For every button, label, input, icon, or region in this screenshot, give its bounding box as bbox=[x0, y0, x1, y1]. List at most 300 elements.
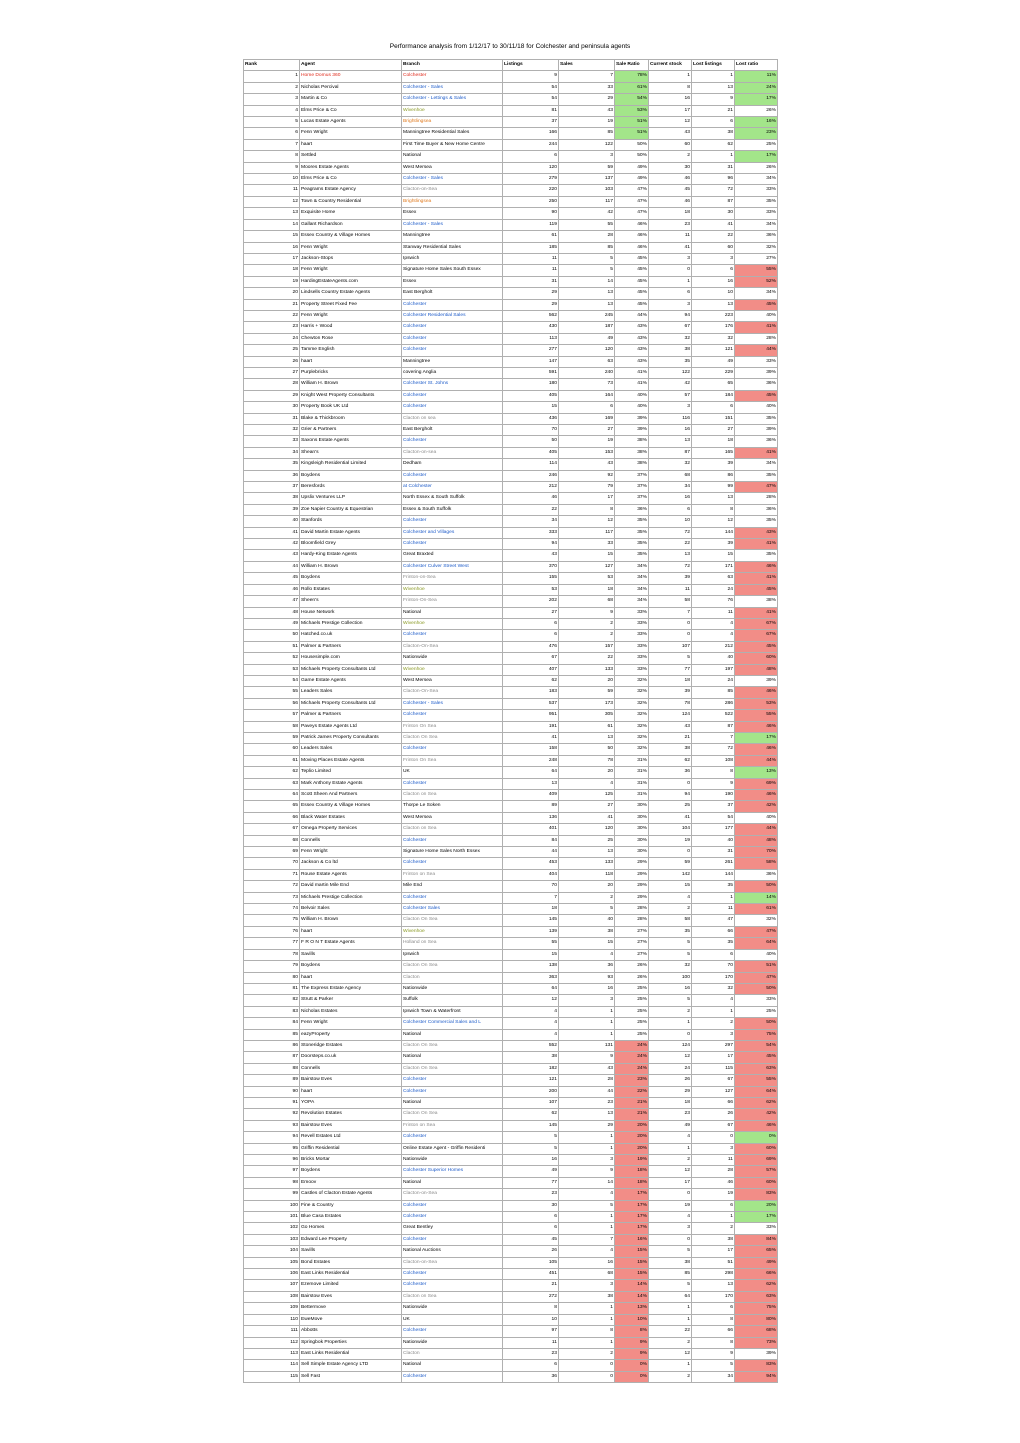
cell-sales: 120 bbox=[559, 345, 615, 356]
cell-branch[interactable]: Colchester St. Johns bbox=[402, 379, 503, 390]
cell-current-stock: 6 bbox=[649, 288, 692, 299]
cell-sale-ratio: 21% bbox=[615, 1109, 649, 1120]
table-row bbox=[244, 1155, 778, 1166]
cell-branch[interactable]: Colchester and Villages bbox=[402, 527, 503, 538]
table-row bbox=[244, 299, 778, 310]
cell-branch[interactable]: Colchester bbox=[402, 630, 503, 641]
cell-current-stock: 0 bbox=[649, 847, 692, 858]
cell-rank: 25 bbox=[244, 345, 300, 356]
cell-rank: 67 bbox=[244, 824, 300, 835]
cell-lost-listings: 12 bbox=[692, 516, 735, 527]
cell-branch[interactable]: Frinton-on-Sea bbox=[402, 573, 503, 584]
cell-sales: 40 bbox=[559, 915, 615, 926]
table-row bbox=[244, 1006, 778, 1017]
cell-sale-ratio: 27% bbox=[615, 926, 649, 937]
cell-sales: 68 bbox=[559, 596, 615, 607]
cell-agent: Exquisite Home bbox=[300, 208, 402, 219]
cell-rank: 42 bbox=[244, 539, 300, 550]
cell-branch[interactable]: Colchester bbox=[402, 470, 503, 481]
cell-branch[interactable]: Colchester bbox=[402, 858, 503, 869]
cell-current-stock: 7 bbox=[649, 607, 692, 618]
cell-sales: 20 bbox=[559, 767, 615, 778]
cell-branch[interactable]: at Colchester bbox=[402, 482, 503, 493]
cell-lost-ratio: 69% bbox=[735, 1155, 778, 1166]
cell-lost-ratio: 26% bbox=[735, 105, 778, 116]
cell-branch[interactable]: Colchester Sales bbox=[402, 904, 503, 915]
table-row bbox=[244, 710, 778, 721]
cell-agent: Rouse Estate Agents bbox=[300, 869, 402, 880]
cell-sales: 78 bbox=[559, 755, 615, 766]
cell-rank: 14 bbox=[244, 219, 300, 230]
cell-branch[interactable]: Wivenhoe bbox=[402, 926, 503, 937]
cell-listings: 97 bbox=[503, 1326, 559, 1337]
cell-sale-ratio: 16% bbox=[615, 1234, 649, 1245]
cell-agent: Upslix Ventures LLP bbox=[300, 493, 402, 504]
cell-sale-ratio: 47% bbox=[615, 208, 649, 219]
cell-lost-listings: 16 bbox=[692, 276, 735, 287]
cell-sale-ratio: 9% bbox=[615, 1348, 649, 1359]
cell-branch[interactable]: Clacton-on-Sea bbox=[402, 185, 503, 196]
cell-sale-ratio: 44% bbox=[615, 310, 649, 321]
cell-agent: Tamme English bbox=[300, 345, 402, 356]
cell-sale-ratio: 39% bbox=[615, 413, 649, 424]
table-row bbox=[244, 219, 778, 230]
cell-agent: Purplebricks bbox=[300, 367, 402, 378]
cell-lost-ratio: 33% bbox=[735, 356, 778, 367]
cell-current-stock: 23 bbox=[649, 1109, 692, 1120]
table-row bbox=[244, 1223, 778, 1234]
cell-branch[interactable]: Colchester - Lettings & Sales bbox=[402, 94, 503, 105]
cell-current-stock: 5 bbox=[649, 653, 692, 664]
cell-listings: 38 bbox=[503, 1052, 559, 1063]
cell-lost-ratio: 40% bbox=[735, 812, 778, 823]
cell-agent: Palmer & Partners bbox=[300, 641, 402, 652]
cell-branch[interactable]: Colchester bbox=[402, 71, 503, 82]
cell-branch[interactable]: Clacton On Sea bbox=[402, 1063, 503, 1074]
cell-rank: 36 bbox=[244, 470, 300, 481]
header-agent: Agent bbox=[300, 60, 402, 71]
cell-listings: 64 bbox=[503, 767, 559, 778]
cell-sales: 4 bbox=[559, 778, 615, 789]
cell-branch[interactable]: Colchester bbox=[402, 835, 503, 846]
cell-listings: 333 bbox=[503, 527, 559, 538]
cell-agent: Zoe Napier Country & Equestrian bbox=[300, 504, 402, 515]
cell-sales: 16 bbox=[559, 983, 615, 994]
cell-lost-ratio: 34% bbox=[735, 174, 778, 185]
cell-branch[interactable]: Colchester bbox=[402, 1371, 503, 1382]
cell-rank: 74 bbox=[244, 904, 300, 915]
cell-rank: 102 bbox=[244, 1223, 300, 1234]
cell-listings: 81 bbox=[503, 105, 559, 116]
cell-sales: 7 bbox=[559, 71, 615, 82]
cell-lost-ratio: 42% bbox=[735, 801, 778, 812]
table-row bbox=[244, 71, 778, 82]
cell-branch[interactable]: Clacton on Sea bbox=[402, 824, 503, 835]
table-row bbox=[244, 1143, 778, 1154]
cell-agent: David Martin Estate Agents bbox=[300, 527, 402, 538]
table-row bbox=[244, 94, 778, 105]
cell-branch[interactable]: Colchester bbox=[402, 390, 503, 401]
cell-branch[interactable]: Colchester bbox=[402, 744, 503, 755]
table-row bbox=[244, 310, 778, 321]
cell-agent: Savills bbox=[300, 1246, 402, 1257]
cell-branch: Online Estate Agent - Griffin Residenti bbox=[402, 1143, 503, 1154]
cell-sales: 1 bbox=[559, 1006, 615, 1017]
cell-lost-ratio: 45% bbox=[735, 299, 778, 310]
cell-branch[interactable]: Colchester bbox=[402, 1269, 503, 1280]
cell-branch[interactable]: Clacton on sea bbox=[402, 413, 503, 424]
cell-listings: 453 bbox=[503, 858, 559, 869]
table-row bbox=[244, 1234, 778, 1245]
cell-branch[interactable]: Clacton-on-Sea bbox=[402, 1189, 503, 1200]
cell-sales: 2 bbox=[559, 1348, 615, 1359]
cell-rank: 88 bbox=[244, 1063, 300, 1074]
cell-branch[interactable]: Colchester - Sales bbox=[402, 698, 503, 709]
cell-sales: 7 bbox=[559, 1234, 615, 1245]
cell-lost-listings: 30 bbox=[692, 208, 735, 219]
cell-lost-listings: 17 bbox=[692, 1246, 735, 1257]
cell-agent: haart bbox=[300, 972, 402, 983]
cell-agent: Blue Casa Estates bbox=[300, 1212, 402, 1223]
table-row bbox=[244, 778, 778, 789]
table-row bbox=[244, 607, 778, 618]
cell-listings: 476 bbox=[503, 641, 559, 652]
cell-lost-listings: 35 bbox=[692, 938, 735, 949]
cell-sale-ratio: 45% bbox=[615, 253, 649, 264]
cell-current-stock: 43 bbox=[649, 128, 692, 139]
cell-sale-ratio: 43% bbox=[615, 356, 649, 367]
cell-lost-ratio: 52% bbox=[735, 276, 778, 287]
table-row bbox=[244, 516, 778, 527]
cell-sales: 27 bbox=[559, 425, 615, 436]
cell-branch[interactable]: Clacton On Sea bbox=[402, 1040, 503, 1051]
cell-lost-listings: 7 bbox=[692, 732, 735, 743]
cell-branch[interactable]: Frinton on Sea bbox=[402, 1120, 503, 1131]
cell-sales: 50 bbox=[559, 744, 615, 755]
cell-lost-ratio: 41% bbox=[735, 447, 778, 458]
cell-branch[interactable]: Colchester Culver Street West bbox=[402, 561, 503, 572]
cell-branch[interactable]: Colchester bbox=[402, 1075, 503, 1086]
cell-branch[interactable]: Clacton-on-sea bbox=[402, 447, 503, 458]
table-row bbox=[244, 1189, 778, 1200]
cell-branch[interactable]: Colchester bbox=[402, 299, 503, 310]
cell-branch[interactable]: Colchester bbox=[402, 1326, 503, 1337]
cell-lost-listings: 72 bbox=[692, 185, 735, 196]
table-row bbox=[244, 539, 778, 550]
table-row bbox=[244, 732, 778, 743]
cell-listings: 562 bbox=[503, 310, 559, 321]
cell-sale-ratio: 40% bbox=[615, 402, 649, 413]
cell-current-stock: 116 bbox=[649, 413, 692, 424]
table-row bbox=[244, 1052, 778, 1063]
cell-branch[interactable]: Colchester bbox=[402, 1132, 503, 1143]
cell-branch[interactable]: Clacton On Sea bbox=[402, 732, 503, 743]
cell-lost-listings: 8 bbox=[692, 767, 735, 778]
cell-rank: 62 bbox=[244, 767, 300, 778]
cell-lost-ratio: 60% bbox=[735, 653, 778, 664]
cell-lost-listings: 4 bbox=[692, 630, 735, 641]
cell-lost-listings: 21 bbox=[692, 105, 735, 116]
cell-lost-listings: 197 bbox=[692, 664, 735, 675]
cell-lost-ratio: 47% bbox=[735, 972, 778, 983]
cell-listings: 6 bbox=[503, 618, 559, 629]
cell-branch[interactable]: Colchester Superior Homes bbox=[402, 1166, 503, 1177]
cell-rank: 21 bbox=[244, 299, 300, 310]
cell-branch: Ipswich bbox=[402, 253, 503, 264]
cell-branch[interactable]: Clacton bbox=[402, 1348, 503, 1359]
cell-sales: 2 bbox=[559, 630, 615, 641]
cell-branch[interactable]: Colchester bbox=[402, 322, 503, 333]
cell-rank: 76 bbox=[244, 926, 300, 937]
cell-rank: 58 bbox=[244, 721, 300, 732]
cell-agent: Sell Fast bbox=[300, 1371, 402, 1382]
cell-branch[interactable]: Frinton-On-Sea bbox=[402, 596, 503, 607]
table-row bbox=[244, 413, 778, 424]
cell-branch[interactable]: Wivenhoe bbox=[402, 584, 503, 595]
cell-current-stock: 19 bbox=[649, 1200, 692, 1211]
cell-rank: 100 bbox=[244, 1200, 300, 1211]
cell-branch[interactable]: Colchester bbox=[402, 1234, 503, 1245]
cell-branch[interactable]: Colchester bbox=[402, 1280, 503, 1291]
cell-rank: 48 bbox=[244, 607, 300, 618]
cell-listings: 70 bbox=[503, 425, 559, 436]
cell-rank: 22 bbox=[244, 310, 300, 321]
cell-lost-listings: 17 bbox=[692, 1052, 735, 1063]
cell-lost-listings: 1 bbox=[692, 892, 735, 903]
table-row bbox=[244, 767, 778, 778]
cell-sale-ratio: 33% bbox=[615, 630, 649, 641]
cell-current-stock: 32 bbox=[649, 961, 692, 972]
cell-lost-ratio: 33% bbox=[735, 208, 778, 219]
cell-lost-ratio: 83% bbox=[735, 1360, 778, 1371]
cell-lost-listings: 39 bbox=[692, 539, 735, 550]
cell-agent: Nicholas Percival bbox=[300, 82, 402, 93]
cell-lost-listings: 522 bbox=[692, 710, 735, 721]
cell-agent: Saxons Estate Agents bbox=[300, 436, 402, 447]
table-row bbox=[244, 1018, 778, 1029]
cell-listings: 77 bbox=[503, 1177, 559, 1188]
cell-sales: 19 bbox=[559, 117, 615, 128]
cell-branch[interactable]: Frinton on Sea bbox=[402, 869, 503, 880]
cell-listings: 185 bbox=[503, 242, 559, 253]
cell-sale-ratio: 46% bbox=[615, 219, 649, 230]
cell-branch[interactable]: Colchester bbox=[402, 333, 503, 344]
cell-branch[interactable]: Clacton bbox=[402, 972, 503, 983]
cell-sale-ratio: 35% bbox=[615, 527, 649, 538]
cell-branch[interactable]: Colchester bbox=[402, 539, 503, 550]
cell-agent: Elms Price & Co bbox=[300, 174, 402, 185]
cell-sale-ratio: 27% bbox=[615, 938, 649, 949]
cell-branch[interactable]: Colchester bbox=[402, 778, 503, 789]
cell-branch[interactable]: Colchester bbox=[402, 710, 503, 721]
cell-listings: 537 bbox=[503, 698, 559, 709]
table-row bbox=[244, 288, 778, 299]
cell-lost-ratio: 62% bbox=[735, 1097, 778, 1108]
cell-agent: Sell Simple Estate Agency LTD bbox=[300, 1360, 402, 1371]
cell-sales: 1 bbox=[559, 1018, 615, 1029]
cell-lost-ratio: 45% bbox=[735, 1052, 778, 1063]
cell-lost-ratio: 40% bbox=[735, 310, 778, 321]
cell-current-stock: 6 bbox=[649, 504, 692, 515]
cell-lost-ratio: 41% bbox=[735, 539, 778, 550]
cell-lost-ratio: 36% bbox=[735, 379, 778, 390]
cell-sale-ratio: 30% bbox=[615, 812, 649, 823]
cell-branch[interactable]: Wivenhoe bbox=[402, 664, 503, 675]
cell-current-stock: 5 bbox=[649, 949, 692, 960]
cell-current-stock: 3 bbox=[649, 1223, 692, 1234]
cell-sale-ratio: 45% bbox=[615, 299, 649, 310]
cell-sales: 28 bbox=[559, 1075, 615, 1086]
cell-sale-ratio: 30% bbox=[615, 801, 649, 812]
cell-agent: Go Homes bbox=[300, 1223, 402, 1234]
cell-branch[interactable]: Colchester bbox=[402, 436, 503, 447]
cell-branch[interactable]: Clacton-on-Sea bbox=[402, 1257, 503, 1268]
cell-lost-listings: 144 bbox=[692, 869, 735, 880]
cell-sales: 18 bbox=[559, 584, 615, 595]
cell-lost-listings: 9 bbox=[692, 94, 735, 105]
cell-current-stock: 5 bbox=[649, 995, 692, 1006]
cell-lost-listings: 6 bbox=[692, 402, 735, 413]
cell-rank: 72 bbox=[244, 881, 300, 892]
cell-lost-ratio: 34% bbox=[735, 459, 778, 470]
cell-rank: 55 bbox=[244, 687, 300, 698]
cell-lost-ratio: 35% bbox=[735, 550, 778, 561]
cell-rank: 93 bbox=[244, 1120, 300, 1131]
cell-sale-ratio: 41% bbox=[615, 379, 649, 390]
cell-agent: Town & Country Residential bbox=[300, 196, 402, 207]
cell-lost-listings: 9 bbox=[692, 778, 735, 789]
cell-branch[interactable]: Clacton on Sea bbox=[402, 790, 503, 801]
cell-lost-ratio: 75% bbox=[735, 1029, 778, 1040]
cell-sales: 23 bbox=[559, 1097, 615, 1108]
cell-rank: 37 bbox=[244, 482, 300, 493]
cell-listings: 29 bbox=[503, 299, 559, 310]
cell-rank: 97 bbox=[244, 1166, 300, 1177]
table-row bbox=[244, 596, 778, 607]
cell-agent: East Links Residential bbox=[300, 1348, 402, 1359]
cell-lost-ratio: 17% bbox=[735, 1212, 778, 1223]
cell-branch: Thorpe Le Soken bbox=[402, 801, 503, 812]
cell-branch[interactable]: Clacton On Sea bbox=[402, 1109, 503, 1120]
cell-branch[interactable]: Clacton-On-Sea bbox=[402, 687, 503, 698]
cell-current-stock: 1 bbox=[649, 1143, 692, 1154]
cell-branch[interactable]: Colchester Commercial Sales and L bbox=[402, 1018, 503, 1029]
cell-current-stock: 16 bbox=[649, 425, 692, 436]
cell-branch[interactable]: Colchester bbox=[402, 345, 503, 356]
cell-agent: Settled bbox=[300, 151, 402, 162]
cell-current-stock: 85 bbox=[649, 1269, 692, 1280]
cell-branch[interactable]: Wivenhoe bbox=[402, 618, 503, 629]
cell-lost-ratio: 0% bbox=[735, 1132, 778, 1143]
cell-lost-listings: 51 bbox=[692, 1257, 735, 1268]
cell-branch[interactable]: Colchester - Sales bbox=[402, 219, 503, 230]
cell-current-stock: 1 bbox=[649, 1018, 692, 1029]
cell-listings: 50 bbox=[503, 436, 559, 447]
cell-sales: 92 bbox=[559, 470, 615, 481]
cell-current-stock: 1 bbox=[649, 1314, 692, 1325]
cell-rank: 101 bbox=[244, 1212, 300, 1223]
cell-rank: 112 bbox=[244, 1337, 300, 1348]
table-row bbox=[244, 333, 778, 344]
cell-lost-listings: 11 bbox=[692, 607, 735, 618]
table-row bbox=[244, 744, 778, 755]
cell-branch[interactable]: Colchester bbox=[402, 1086, 503, 1097]
cell-sale-ratio: 28% bbox=[615, 915, 649, 926]
cell-branch[interactable]: Clacton-On-Sea bbox=[402, 641, 503, 652]
cell-branch[interactable]: Clacton On Sea bbox=[402, 915, 503, 926]
cell-lost-ratio: 44% bbox=[735, 824, 778, 835]
cell-current-stock: 94 bbox=[649, 790, 692, 801]
cell-listings: 250 bbox=[503, 196, 559, 207]
cell-branch[interactable]: Colchester bbox=[402, 1200, 503, 1211]
cell-sales: 15 bbox=[559, 938, 615, 949]
cell-branch[interactable]: Colchester bbox=[402, 516, 503, 527]
cell-listings: 16 bbox=[503, 1155, 559, 1166]
cell-current-stock: 67 bbox=[649, 322, 692, 333]
performance-table bbox=[243, 59, 778, 1383]
cell-agent: David martin Mile End bbox=[300, 881, 402, 892]
cell-sale-ratio: 32% bbox=[615, 744, 649, 755]
cell-lost-listings: 38 bbox=[692, 128, 735, 139]
cell-branch: Ipswich Town & Waterfront bbox=[402, 1006, 503, 1017]
cell-rank: 10 bbox=[244, 174, 300, 185]
cell-sales: 157 bbox=[559, 641, 615, 652]
cell-lost-ratio: 41% bbox=[735, 573, 778, 584]
header-lost-ratio: Lost ratio bbox=[735, 60, 778, 71]
cell-branch[interactable]: Frinton On Sea bbox=[402, 755, 503, 766]
cell-rank: 27 bbox=[244, 367, 300, 378]
cell-sale-ratio: 25% bbox=[615, 1006, 649, 1017]
cell-sales: 53 bbox=[559, 573, 615, 584]
cell-branch[interactable]: Frinton On Sea bbox=[402, 721, 503, 732]
cell-sale-ratio: 31% bbox=[615, 755, 649, 766]
cell-listings: 409 bbox=[503, 790, 559, 801]
cell-branch[interactable]: Colchester bbox=[402, 402, 503, 413]
table-body bbox=[244, 71, 778, 1383]
cell-branch[interactable]: Colchester - Sales bbox=[402, 174, 503, 185]
cell-current-stock: 4 bbox=[649, 892, 692, 903]
cell-agent: haart bbox=[300, 139, 402, 150]
cell-branch[interactable]: Colchester - Sales bbox=[402, 82, 503, 93]
table-row bbox=[244, 721, 778, 732]
cell-branch[interactable]: Holland on Sea bbox=[402, 938, 503, 949]
cell-rank: 24 bbox=[244, 333, 300, 344]
cell-current-stock: 2 bbox=[649, 1006, 692, 1017]
cell-listings: 200 bbox=[503, 1086, 559, 1097]
cell-sale-ratio: 30% bbox=[615, 835, 649, 846]
cell-listings: 45 bbox=[503, 1234, 559, 1245]
cell-branch[interactable]: Wivenhoe bbox=[402, 105, 503, 116]
table-row bbox=[244, 1303, 778, 1314]
cell-sale-ratio: 40% bbox=[615, 390, 649, 401]
cell-branch[interactable]: Colchester bbox=[402, 892, 503, 903]
cell-branch: National bbox=[402, 1029, 503, 1040]
cell-lost-listings: 9 bbox=[692, 1348, 735, 1359]
cell-current-stock: 78 bbox=[649, 698, 692, 709]
cell-branch[interactable]: Colchester Residential Sales bbox=[402, 310, 503, 321]
cell-branch[interactable]: Brightlingsea bbox=[402, 117, 503, 128]
cell-sale-ratio: 15% bbox=[615, 1257, 649, 1268]
cell-branch[interactable]: Clacton On Sea bbox=[402, 961, 503, 972]
cell-current-stock: 122 bbox=[649, 367, 692, 378]
cell-lost-listings: 10 bbox=[692, 288, 735, 299]
cell-lost-ratio: 44% bbox=[735, 345, 778, 356]
cell-branch[interactable]: Clacton on Sea bbox=[402, 1291, 503, 1302]
cell-lost-ratio: 13% bbox=[735, 767, 778, 778]
cell-rank: 63 bbox=[244, 778, 300, 789]
cell-branch[interactable]: Brightlingsea bbox=[402, 196, 503, 207]
cell-branch[interactable]: Colchester bbox=[402, 1212, 503, 1223]
